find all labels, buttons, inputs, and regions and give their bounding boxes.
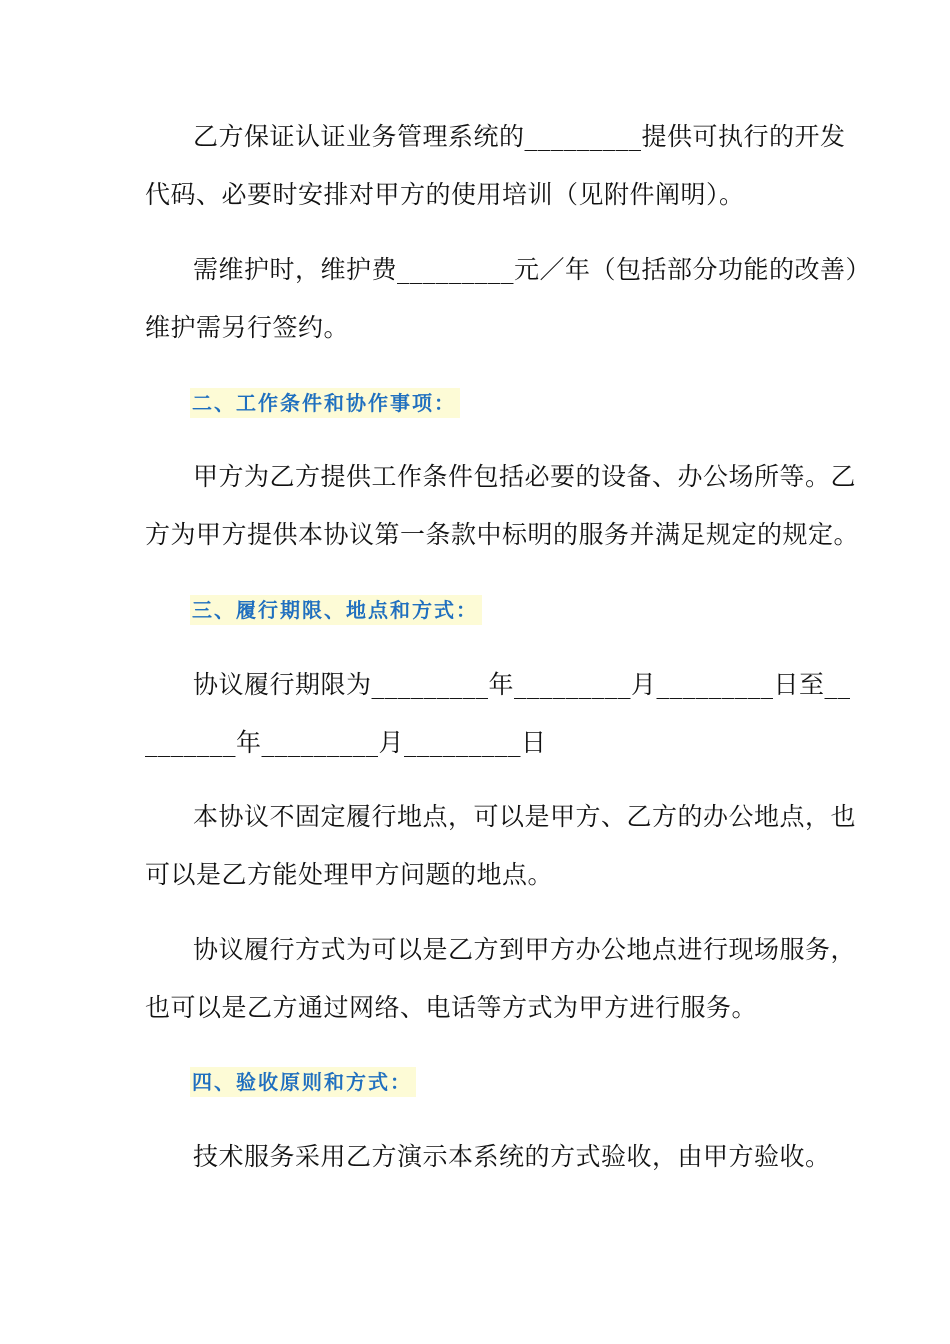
paragraph-maintenance-line-1: 需维护时，维护费_________元／年（包括部分功能的改善）	[193, 255, 872, 284]
section-heading-acceptance: 四、验收原则和方式：	[190, 1067, 416, 1097]
paragraph-location-line-2: 可以是乙方能处理甲方问题的地点。	[145, 860, 554, 889]
paragraph-location-line-1: 本协议不固定履行地点，可以是甲方、乙方的办公地点，也	[193, 802, 857, 831]
paragraph-training-line-2: 代码、必要时安排对甲方的使用培训（见附件阐明）。	[145, 180, 745, 209]
paragraph-maintenance-line-2: 维护需另行签约。	[145, 313, 350, 342]
paragraph-acceptance-line-1: 技术服务采用乙方演示本系统的方式验收，由甲方验收。	[193, 1142, 831, 1171]
section-heading-work-conditions: 二、工作条件和协作事项：	[190, 388, 460, 418]
paragraph-work-conditions-line-1: 甲方为乙方提供工作条件包括必要的设备、办公场所等。乙	[193, 462, 857, 491]
paragraph-training-line-1: 乙方保证认证业务管理系统的_________提供可执行的开发	[193, 122, 846, 151]
paragraph-method-line-2: 也可以是乙方通过网络、电话等方式为甲方进行服务。	[145, 993, 758, 1022]
paragraph-term-line-2: _______年_________月_________日	[145, 728, 547, 757]
paragraph-work-conditions-line-2: 方为甲方提供本协议第一条款中标明的服务并满足规定的规定。	[145, 520, 860, 549]
section-heading-performance: 三、履行期限、地点和方式：	[190, 595, 482, 625]
paragraph-term-line-1: 协议履行期限为_________年_________月_________日至__	[193, 670, 851, 699]
paragraph-method-line-1: 协议履行方式为可以是乙方到甲方办公地点进行现场服务，	[193, 935, 857, 964]
